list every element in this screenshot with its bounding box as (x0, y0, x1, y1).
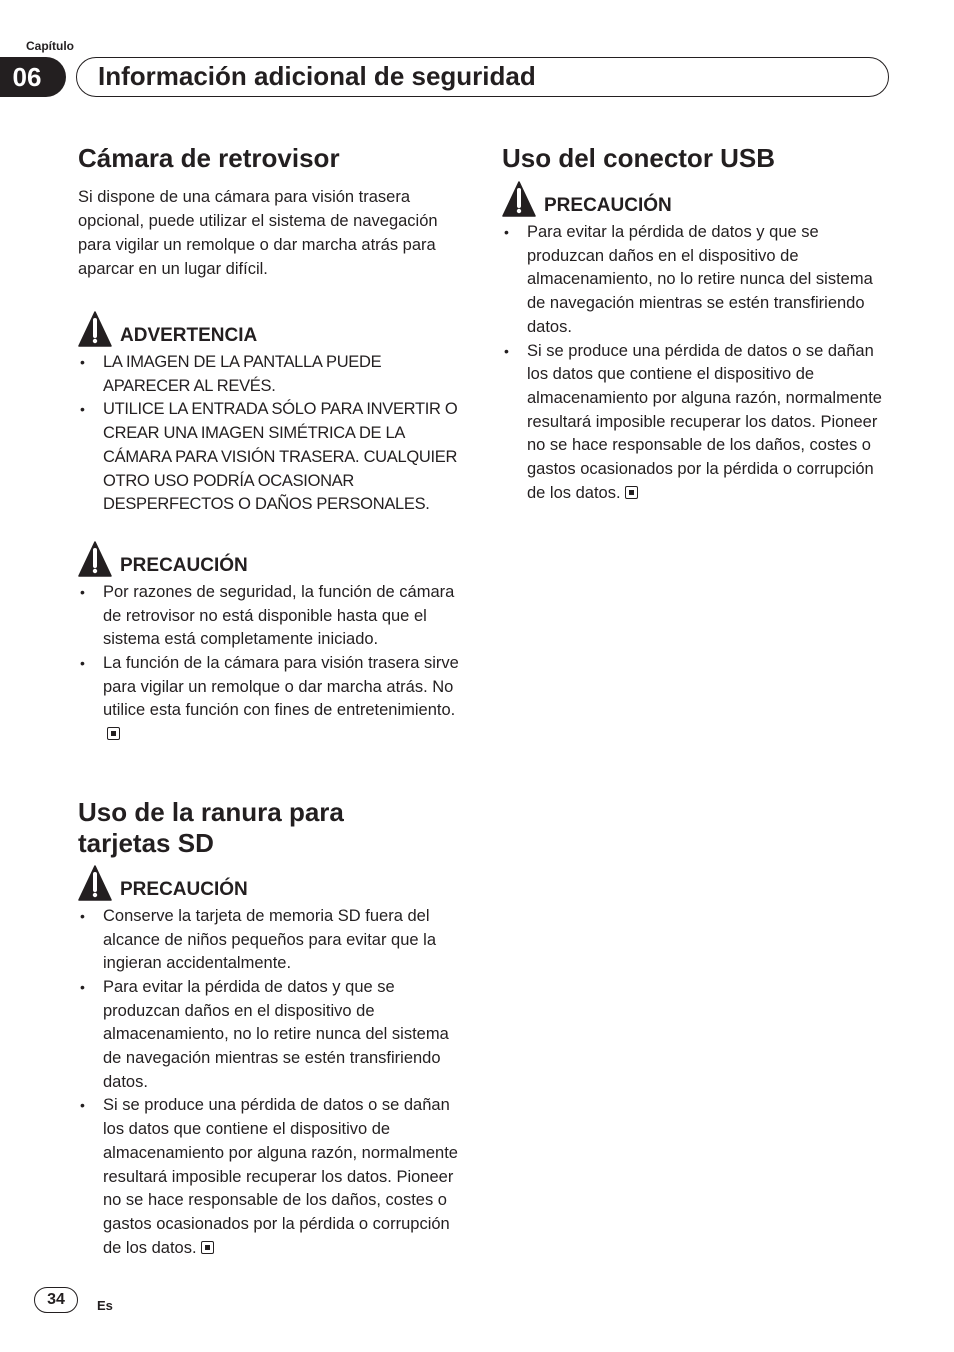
end-of-section-icon (625, 486, 638, 499)
section-sd (78, 797, 468, 1261)
page-number: 34 (34, 1287, 78, 1313)
section-title-sd-line1: Uso de la ranura para (78, 796, 344, 827)
warning-triangle-icon (78, 865, 112, 901)
list-item-text: La función de la cámara para visión trasera sirve para vigilar un remolque o dar marcha atrás. No utilice esta función con fines de entretenimiento. (103, 654, 459, 720)
camera-warning-header (78, 311, 468, 347)
list-item (78, 652, 468, 747)
section-title-camera: Cámara de retrovisor (78, 143, 340, 173)
list-item: • Para evitar la pérdida de datos y que se produzcan daños en el dispositivo de almacenamiento, no lo retire nunca del sistema de navegación mientras se estén transfiriendo datos. (502, 221, 892, 340)
sd-caution-list (78, 905, 468, 1261)
chapter-label: Capítulo (26, 39, 74, 53)
chapter-number-tab: 06 (0, 57, 66, 97)
section-title-sd (78, 797, 468, 859)
list-item: • UTILICE LA ENTRADA SÓLO PARA INVERTIR O CREAR UNA IMAGEN SIMÉTRICA DE LA CÁMARA PARA VISIÓN TRASERA. CUALQUIER OTRO USO PODRÍA OCASIONAR DESPERFECTOS O DAÑOS PERSONALES. (78, 398, 468, 517)
chapter-title: Información adicional de seguridad (98, 61, 536, 91)
sd-caution-header (78, 865, 468, 901)
right-column (502, 140, 892, 505)
warning-title: ADVERTENCIA (120, 325, 258, 346)
list-item-text: Si se produce una pérdida de datos o se dañan los datos que contiene el dispositivo de almacenamiento por alguna razón, normalmente resultará imposible recuperar los datos. Pioneer no se hace responsable de los daños, costes o gastos ocasionados por la pérdida o corrupción de los datos. (527, 341, 882, 502)
usb-caution-list (502, 221, 892, 505)
list-item-text: Si se produce una pérdida de datos o se dañan los datos que contiene el dispositivo de almacenamiento por alguna razón, normalmente resultará imposible recuperar los datos. Pioneer no se hace responsable de los daños, costes o gastos ocasionados por la pérdida o corrupción de los datos. (103, 1096, 458, 1257)
left-column (78, 140, 468, 1260)
camera-caution-list (78, 581, 468, 747)
list-item: • Por razones de seguridad, la función de cámara de retrovisor no está disponible hasta que el sistema está completamente iniciado. (78, 581, 468, 652)
caution-title: PRECAUCIÓN (544, 195, 672, 216)
list-item: • Conserve la tarjeta de memoria SD fuera del alcance de niños pequeños para evitar que la ingieran accidentalmente. (78, 905, 468, 976)
usb-caution-header (502, 181, 892, 217)
list-item (78, 1094, 468, 1260)
list-item (502, 340, 892, 506)
section-camera (78, 143, 468, 747)
section-usb (502, 143, 892, 505)
section-title-usb: Uso del conector USB (502, 143, 776, 173)
camera-caution-header (78, 541, 468, 577)
caution-title: PRECAUCIÓN (120, 878, 248, 900)
warning-triangle-icon (78, 541, 112, 577)
caution-title: PRECAUCIÓN (120, 554, 248, 576)
warning-triangle-icon (78, 311, 112, 347)
list-item: • Para evitar la pérdida de datos y que se produzcan daños en el dispositivo de almacenamiento, no lo retire nunca del sistema de navegación mientras se estén transfiriendo datos. (78, 976, 468, 1095)
camera-warning-list (78, 351, 468, 517)
list-item: • LA IMAGEN DE LA PANTALLA PUEDE APARECER AL REVÉS. (78, 351, 468, 398)
warning-triangle-icon (502, 181, 536, 217)
camera-intro: Si dispone de una cámara para visión trasera opcional, puede utilizar el sistema de navegación para vigilar un remolque o dar marcha atrás para aparcar en un lugar difícil. (78, 188, 438, 278)
end-of-section-icon (107, 727, 120, 740)
section-title-sd-line2: tarjetas SD (78, 827, 214, 858)
language-code: Es (97, 1298, 113, 1313)
end-of-section-icon (201, 1241, 214, 1254)
